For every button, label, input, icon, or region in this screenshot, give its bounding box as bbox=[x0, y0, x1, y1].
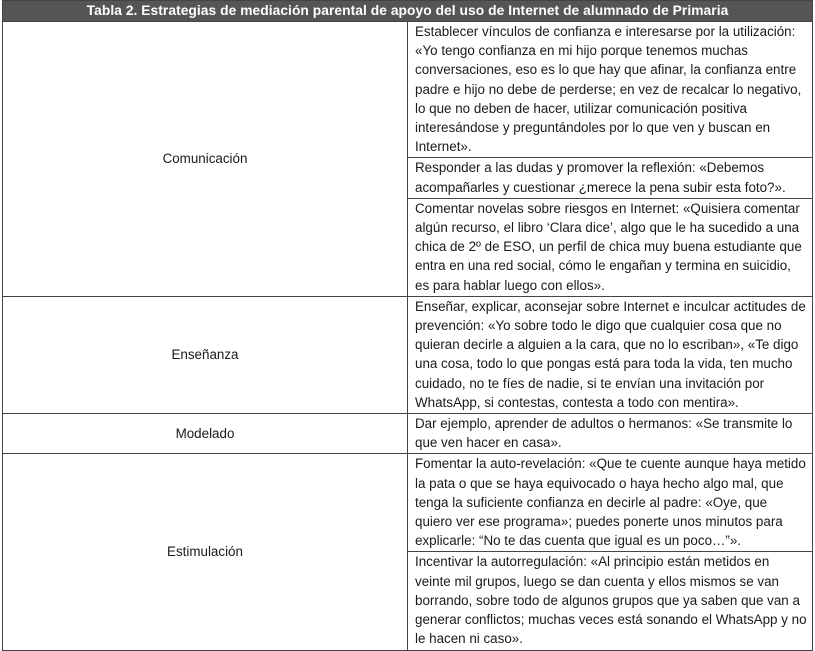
strategy-text: Fomentar la auto-revelación: «Que te cuente aunque haya metido la pata o que se haya equivocado o haya hecho algo mal, que tenga la suficiente confianza en decirle al padre: «Oye, que quiero ver ese programa»; puedes ponerte unos minutos para explicarle: “No te das cuenta que igual es un poco…”». bbox=[408, 454, 813, 552]
strategy-text: Enseñar, explicar, aconsejar sobre Internet e inculcar actitudes de prevención: «Yo sobre todo le digo que cualquier cosa que no quieran decirle a alguien a la cara, que no lo escriban», «Te digo una cosa, todo lo que pongas está para toda la vida, ten mucho cuidado, no te fíes de nadie, si te envían una invitación por WhatsApp, si contestas, contesta a todo con mentira». bbox=[408, 296, 813, 413]
table-title: Tabla 2. Estrategias de mediación parental de apoyo del uso de Internet de alumnado de Primaria bbox=[3, 1, 813, 22]
strategy-text: Comentar novelas sobre riesgos en Internet: «Quisiera comentar algún recurso, el libro ‘Clara dice’, algo que le ha sucedido a una chica de 2º de ESO, un perfil de chica muy buena estudiante que entra en una red social, cómo le engañan y termina en suicidio, es para hablar luego con ellos». bbox=[408, 198, 813, 296]
category-estimulacion: Estimulación bbox=[3, 454, 408, 650]
table-row bbox=[3, 22, 813, 158]
strategy-text: Responder a las dudas y promover la reflexión: «Debemos acompañarles y cuestionar ¿merece la pena subir esta foto?». bbox=[408, 158, 813, 198]
category-modelado: Modelado bbox=[3, 414, 408, 454]
strategies-table bbox=[2, 0, 813, 651]
table-row bbox=[3, 296, 813, 413]
category-ensenanza: Enseñanza bbox=[3, 296, 408, 413]
table-row bbox=[3, 454, 813, 552]
strategy-text: Dar ejemplo, aprender de adultos o hermanos: «Se transmite lo que ven hacer en casa». bbox=[408, 414, 813, 454]
table-row bbox=[3, 414, 813, 454]
strategy-text: Incentivar la autorregulación: «Al principio están metidos en veinte mil grupos, luego se dan cuenta y ellos mismos se van borrando, sobre todo de algunos grupos que ya saben que van a generar conflictos; muchas veces está sonando el WhatsApp y no le hacen ni caso». bbox=[408, 552, 813, 650]
strategies-table-container bbox=[2, 0, 813, 651]
category-comunicacion: Comunicación bbox=[3, 22, 408, 297]
strategy-text: Establecer vínculos de confianza e interesarse por la utilización: «Yo tengo confianza en mi hijo porque tenemos muchas conversaciones, eso es lo que hay que afinar, la confianza entre padre e hijo no debe de perderse; en vez de recalcar lo negativo, lo que no deben de hacer, utilizar comunicación positiva interesándose y preguntándoles por lo que ven y buscan en Internet». bbox=[408, 22, 813, 158]
table-title-row bbox=[3, 1, 813, 22]
